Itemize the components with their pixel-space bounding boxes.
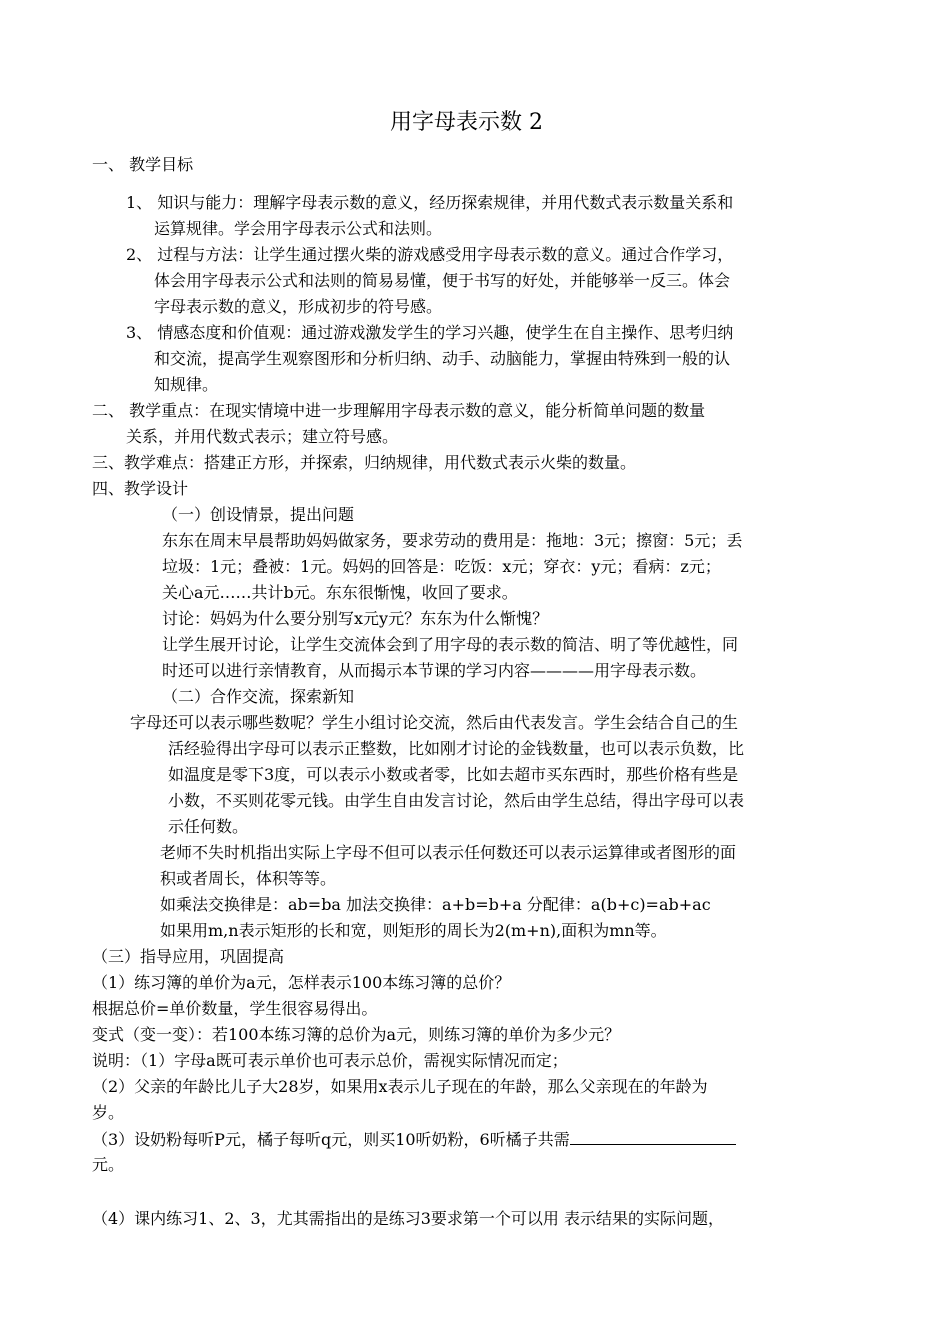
body-line: 1、 知识与能力：理解字母表示数的意义，经历探索规律，并用代数式表示数量关系和 [126,193,734,212]
body-line: 让学生展开讨论，让学生交流体会到了用字母的表示数的简洁、明了等优越性，同 [162,635,739,654]
body-line: 讨论：妈妈为什么要分别写x元y元？东东为什么惭愧？ [162,609,549,628]
body-line: 示任何数。 [168,817,249,836]
body-line: 垃圾：1元；叠被：1元。妈妈的回答是：吃饭：x元；穿衣：y元；看病：z元； [162,557,721,576]
body-line: 字母表示数的意义，形成初步的符号感。 [154,297,443,316]
body-line: 体会用字母表示公式和法则的简易易懂，便于书写的好处，并能够举一反三。体会 [154,271,731,290]
body-line: 说明：（1）字母a既可表示单价也可表示总价，需视实际情况而定； [92,1051,568,1070]
body-line: 时还可以进行亲情教育，从而揭示本节课的学习内容————用字母表示数。 [162,661,707,680]
body-line: 运算规律。学会用字母表示公式和法则。 [154,219,443,238]
body-line: 根据总价=单价数量，学生很容易得出。 [92,999,378,1018]
body-line: 2、 过程与方法：让学生通过摆火柴的游戏感受用字母表示数的意义。通过合作学习， [126,245,734,264]
body-line: 关心a元……共计b元。东东很惭愧，收回了要求。 [162,583,518,602]
formula-line: 如果用m,n表示矩形的长和宽，则矩形的周长为2(m+n),面积为mn等。 [160,921,667,940]
body-line: 老师不失时机指出实际上字母不但可以表示任何数还可以表示运算律或者图形的面 [160,843,737,862]
body-line: 东东在周末早晨帮助妈妈做家务，要求劳动的费用是：拖地：3元；擦窗：5元；丢 [162,531,743,550]
body-line: 如温度是零下3度，可以表示小数或者零，比如去超市买东西时，那些价格有些是 [168,765,739,784]
body-line: 和交流，提高学生观察图形和分析归纳、动手、动脑能力，掌握由特殊到一般的认 [154,349,731,368]
answer-blank [570,1128,736,1145]
body-line: 积或者周长，体积等等。 [160,869,337,888]
exercise-line: 岁。 [92,1103,125,1122]
subsection-heading: （二）合作交流，探索新知 [162,687,355,706]
page-title: 用字母表示数 2 [390,110,543,135]
exercise-line: （4）课内练习1、2、3，尤其需指出的是练习3要求第一个可以用 表示结果的实际问题， [92,1209,724,1228]
body-line: 活经验得出字母可以表示正整数，比如刚才讨论的金钱数量，也可以表示负数，比 [168,739,745,758]
body-line: 字母还可以表示哪些数呢？学生小组讨论交流，然后由代表发言。学生会结合自己的生 [130,713,739,732]
body-line: 小数，不买则花零元钱。由学生自由发言讨论，然后由学生总结，得出字母可以表 [168,791,745,810]
section-heading-3: 三、教学难点：搭建正方形，并探索，归纳规律，用代数式表示火柴的数量。 [92,453,637,472]
subsection-heading: （三）指导应用，巩固提高 [92,947,285,966]
exercise-line: （1）练习簿的单价为a元，怎样表示100本练习簿的总价？ [92,973,511,992]
exercise-line: 元。 [92,1155,125,1174]
body-line: 关系，并用代数式表示；建立符号感。 [126,427,399,446]
body-line: 变式（变一变）：若100本练习簿的总价为a元，则练习簿的单价为多少元？ [92,1025,621,1044]
subsection-heading: （一）创设情景，提出问题 [162,505,355,524]
exercise-line-with-blank [92,1128,736,1151]
section-heading-2: 二、 教学重点：在现实情境中进一步理解用字母表示数的意义，能分析简单问题的数量 [92,401,706,420]
exercise-text: （3）设奶粉每听P元，橘子每听q元，则买10听奶粉，6听橘子共需 [92,1130,570,1149]
body-line: 知规律。 [154,375,219,394]
exercise-line: （2）父亲的年龄比儿子大28岁，如果用x表示儿子现在的年龄，那么父亲现在的年龄为 [92,1077,708,1096]
section-heading-4: 四、教学设计 [92,479,189,498]
formula-line: 如乘法交换律是：ab=ba 加法交换律：a+b=b+a 分配律：a(b+c)=ab+ac [160,895,711,914]
body-line: 3、 情感态度和价值观：通过游戏激发学生的学习兴趣，使学生在自主操作、思考归纳 [126,323,734,342]
section-heading-1: 一、 教学目标 [92,155,194,174]
